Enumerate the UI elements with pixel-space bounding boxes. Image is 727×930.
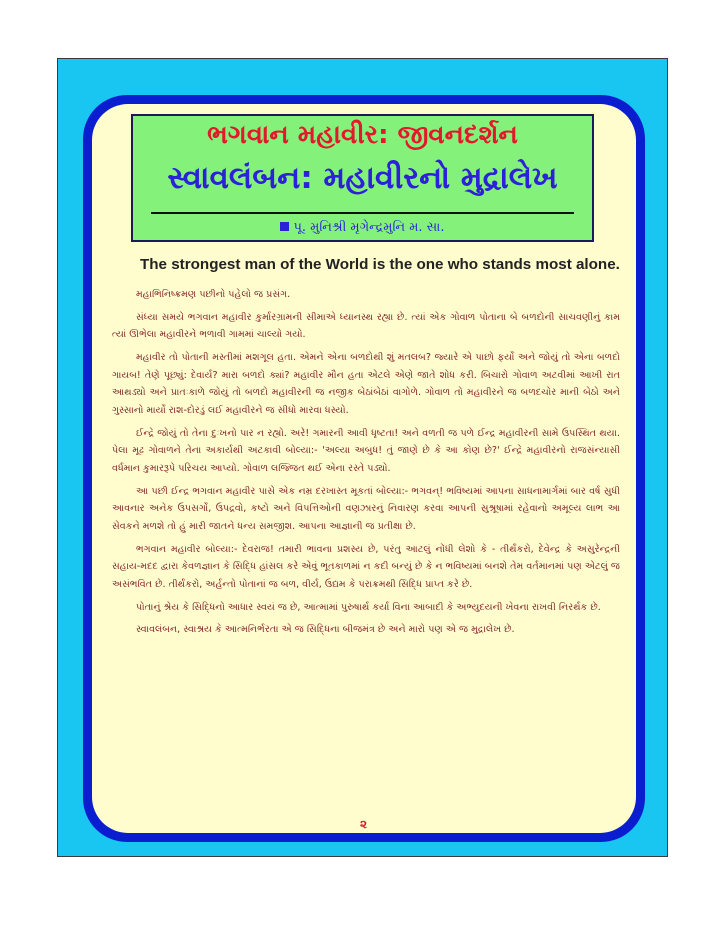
series-title: ભગવાન મહાવીર: જીવનદર્શન: [207, 120, 518, 150]
author-byline: [133, 220, 592, 235]
paragraph: સંધ્યા સમયે ભગવાન મહાવીર કુર્મારગ્રામની સીમાએ ધ્યાનસ્થ રહ્યા છે. ત્યાં એક ગોવાળ પોતાના બે બળદોની સાચવણીનું કામ ત્યાં ઊભેલા મહાવીરને ભળાવી ગામમાં ચાલ્યો ગયો.: [112, 311, 620, 341]
english-quote: The strongest man of the World is the one who stands most alone.: [140, 256, 620, 273]
title-divider: [151, 212, 574, 214]
author-name: પૂ. મુનિશ્રી મૃગેન્દ્રમુનિ મ. સા.: [293, 220, 445, 235]
paragraph: આ પછી ઈન્દ્ર ભગવાન મહાવીર પાસે એક નમ્ર દરખાસ્ત મૂકતાં બોલ્યા:- ભગવન્! ભવિષ્યમાં આપના સાધનામાર્ગમાં બાર વર્ષ સુધી આવનાર અનેક ઉપસર્ગો, ઉપદ્રવો, કષ્ટો અને વિપત્તિઓની વણઝારનું નિવારણ કરવા આપની સુશ્રૂષામાં રહેવાનો અમૂલ્ય લાભ આ સેવકને મળશે તો હું મારી જાતને ધન્ય સમજીશ. આપના આજ્ઞાની જ પ્રતીક્ષા છે.: [112, 485, 620, 532]
article-title: સ્વાવલંબન: મહાવીરનો મુદ્રાલેખ: [167, 160, 558, 196]
page-number: ૨: [359, 817, 368, 831]
square-bullet-icon: [280, 222, 289, 231]
title-box: [131, 114, 594, 242]
paragraph: ઈન્દ્રે જોયું તો તેના દુઃખનો પાર ન રહ્યો. અરે! ગમારની આવી ધૃષ્ટતા! અને વળતી જ પળે ઈન્દ્ર મહાવીરની સામે ઉપસ્થિત થયા. પેલા મૂઢ ગોવાળને તેના અકાર્યથી અટકાવી બોલ્યા:- 'અલ્યા અબુધ! તું જાણે છે કે આ કોણ છે?' ઈન્દ્રે મહાવીરનો રાજસંન્યાસી વર્ધમાન કુમારરૂપે પરિચય આપ્યો. ગોવાળ લજ્જિત થઈ એના રસ્તે પડ્યો.: [112, 427, 620, 474]
paragraph: સ્વાવલંબન, સ્વાશ્રય કે આત્મનિર્ભરતા એ જ સિદ્ધિના બીજમંત્ર છે અને મારો પણ એ જ મુદ્રાલેખ છે.: [136, 624, 515, 636]
paragraph: મહાવીર તો પોતાની મસ્તીમાં મશગૂલ હતા. એમને એના બળદોથી શું મતલબ? જ્યારે એ પાછો ફર્યો અને જોયું તો એના બળદો ગાયબ! તેણે પૂછ્યું: દેવાર્ય? મારા બળદો ક્યાં? મહાવીર મૌન હતા એટલે એણે જાતે શોધ કરી. બિચારો ગોવાળ અટવીમાં આખી રાત આથડ્યો અને પ્રાતઃકાળે જોયું તો બળદો મહાવીરની જ નજીક બેઠાંબેઠાં વાગોળે. ગોવાળ તો મહાવીરને જ બળદચોર માની બેઠો અને ગુસ્સાનો માર્યો રાશ-દોરડું લઈ મહાવીરને જ સીધો મારવા ધસ્યો.: [112, 352, 620, 416]
article-body: [112, 286, 620, 644]
paragraph: ભગવાન મહાવીર બોલ્યા:- દેવરાજ! તમારી ભાવના પ્રશસ્ય છે, પરંતુ આટલું નોંધી લેશો કે - તીર્થંકરો, દેવેન્દ્ર કે અસુરેન્દ્રની સહાય-મદદ દ્વારા કેવળજ્ઞાન કે સિદ્ધિ હાંસલ કરે એવું ભૂતકાળમાં ન કદી બન્યું છે કે ન ભવિષ્યમાં બનશે તેમ વર્તમાનમાં પણ એટલું જ અસંભવિત છે. તીર્થંકરો, અર્હન્તો પોતાનાં જ બળ, વીર્ય, ઉદ્યમ કે પરાક્રમથી સિદ્ધિ પ્રાપ્ત કરે છે.: [112, 543, 620, 590]
paragraph: મહાભિનિષ્ક્રમણ પછીનો પહેલો જ પ્રસંગ.: [136, 289, 291, 300]
paragraph: પોતાનું શ્રેય કે સિદ્ધિનો આધાર સ્વયં જ છે, આત્મામાં પુરુષાર્થ કર્યા વિના આબાદી કે અભ્યુદયની ખેવના રાખવી નિરર્થક છે.: [136, 601, 601, 613]
